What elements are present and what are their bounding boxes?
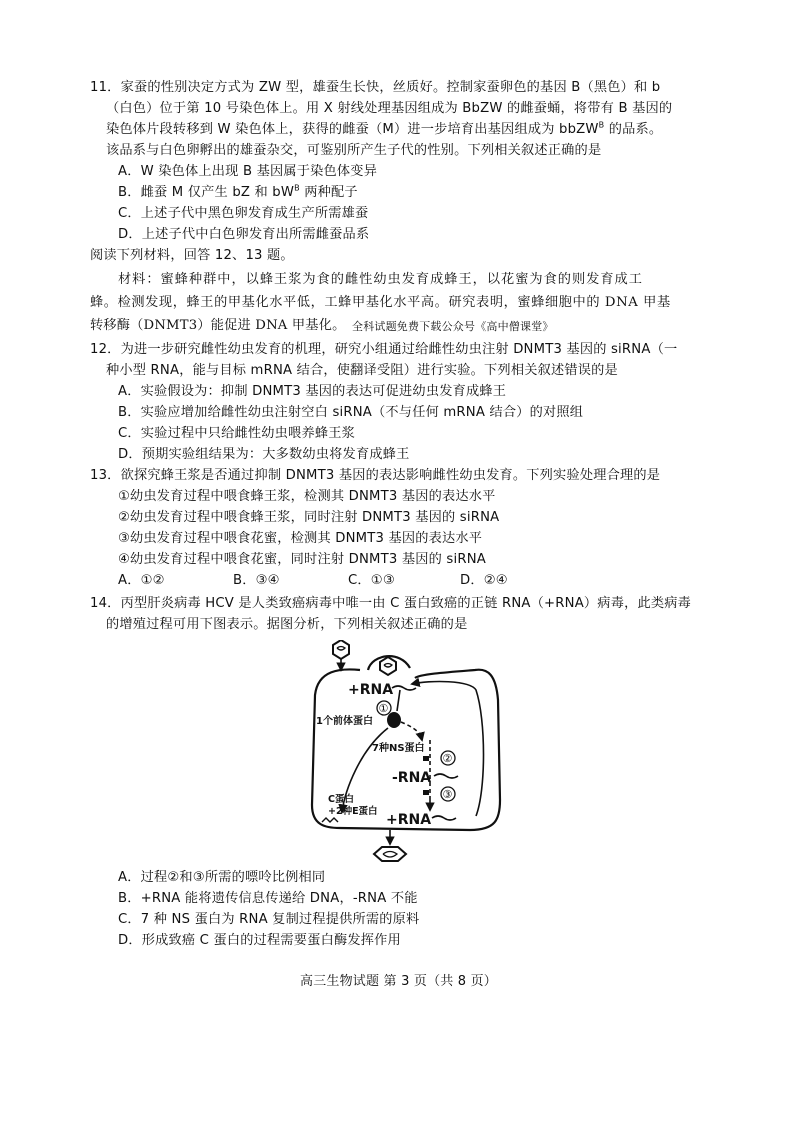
q12-stem-line-2: 种小型 RNA，能与目标 mRNA 结合，使翻译受阻）进行实验。下列相关叙述错误的是 [106, 363, 618, 378]
q11-option-b-end: 两种配子 [299, 185, 358, 200]
ns-cleavage-arrow [401, 722, 422, 740]
precursor-protein-label: 1个前体蛋白 [316, 716, 373, 727]
q11-line3-superscript: B [598, 120, 605, 130]
q13-option-d: D．②④ [460, 573, 508, 588]
plus-rna-top-label: +RNA [348, 682, 394, 698]
q11-stem-line-2: （白色）位于第 10 号染色体上。用 X 射线处理基因组成为 BbZW 的雌蚕蛹，将带有 B 基因的 [106, 101, 673, 116]
q11-option-d: D．上述子代中白色卵发育出所需雌蚕品系 [118, 227, 370, 242]
q13-choice-2: ②幼虫发育过程中喂食蜂王浆，同时注射 DNMT3 基因的 siRNA [118, 510, 500, 525]
ribosome-icon [387, 712, 401, 728]
q12-stem-line-1: 12．为进一步研究雌性幼虫发育的机理，研究小组通过给雌性幼虫注射 DNMT3 基因的 siRNA（一 [90, 342, 678, 357]
entering-virus-icon [333, 640, 349, 670]
material-line-2: 蜂。检测发现，蜂王的甲基化水平低，工蜂甲基化水平高。研究表明，蜜蜂细胞中的 DNA 甲基 [90, 295, 671, 310]
q12-option-c: C．实验过程中只给雌性幼虫喂养蜂王浆 [118, 426, 355, 441]
material-line-3: 转移酶（DNMT3）能促进 DNA 甲基化。 [90, 318, 346, 333]
ns-protein-label: 7种NS蛋白 [372, 743, 425, 754]
q12-option-b: B．实验应增加给雌性幼虫注射空白 siRNA（不与任何 mRNA 结合）的对照组 [118, 405, 584, 420]
step-1-label: ① [378, 702, 389, 715]
q11-option-b [118, 183, 358, 203]
q13-choice-3: ③幼虫发育过程中喂食花蜜，检测其 DNMT3 基因的表达水平 [118, 531, 483, 546]
q14-option-b: B．+RNA 能将遗传信息传递给 DNA，-RNA 不能 [118, 891, 418, 906]
q13-option-b: B．③④ [233, 573, 280, 588]
q11-line3-text: 染色体片段转移到 W 染色体上，获得的雌蚕（M）进一步培育出基因组成为 bbZW [106, 122, 599, 137]
q11-stem-line-1: 11．家蚕的性别决定方式为 ZW 型，雄蚕生长快，丝质好。控制家蚕卵色的基因 B（黑色）和 b [90, 80, 661, 95]
minus-rna-label: -RNA [392, 770, 432, 786]
q11-stem-line-4: 该品系与白色卵孵出的雄蚕杂交，可鉴别所产生子代的性别。下列相关叙述正确的是 [106, 143, 602, 158]
plus-rna-bottom-label: +RNA [386, 812, 432, 828]
minus-rna-strand [434, 774, 458, 778]
e-protein-label: +2种E蛋白 [328, 806, 378, 817]
q11-option-b-text: B．雌蚕 M 仅产生 bZ 和 bW [118, 185, 295, 200]
q13-choice-1: ①幼虫发育过程中喂食蜂王浆，检测其 DNMT3 基因的表达水平 [118, 489, 496, 504]
plus-rna-top-strand [392, 686, 416, 690]
plus-rna-bottom-strand [432, 816, 456, 820]
page-footer: 高三生物试题 第 3 页（共 8 页） [300, 974, 498, 989]
q13-choice-4: ④幼虫发育过程中喂食花蜜，同时注射 DNMT3 基因的 siRNA [118, 552, 486, 567]
q14-option-d: D．形成致癌 C 蛋白的过程需要蛋白酶发挥作用 [118, 933, 401, 948]
q11-line3-end: 的品系。 [604, 122, 663, 137]
ns-protein-marker-1 [423, 756, 429, 761]
q14-option-c: C．7 种 NS 蛋白为 RNA 复制过程提供所需的原料 [118, 912, 420, 927]
released-virus-icon [374, 847, 406, 861]
q14-stem-line-1: 14．丙型肝炎病毒 HCV 是人类致癌病毒中唯一由 C 蛋白致癌的正链 RNA（+RNA）病毒，此类病毒 [90, 596, 692, 611]
q13-option-c: C．①③ [348, 573, 395, 588]
ns-protein-marker-2 [423, 790, 429, 795]
reading-intro: 阅读下列材料，回答 12、13 题。 [90, 248, 294, 263]
q11-stem-line-3 [106, 120, 662, 140]
translation-arrow [397, 690, 400, 711]
c-protein-label: C蛋白 [328, 794, 354, 805]
q11-option-b-superscript: B [294, 183, 300, 193]
material-line-1: 材料：蜜蜂种群中，以蜂王浆为食的雌性幼虫发育成蜂王，以花蜜为食的则发育成工 [118, 272, 643, 287]
q13-stem: 13．欲探究蜂王浆是否通过抑制 DNMT3 基因的表达影响雌性幼虫发育。下列实验处理合理的是 [90, 468, 661, 483]
q14-option-a: A．过程②和③所需的嘌呤比例相同 [118, 870, 326, 885]
hcv-replication-diagram [300, 640, 510, 865]
step-3-label: ③ [442, 788, 453, 801]
q11-option-c: C．上述子代中黑色卵发育成生产所需雄蚕 [118, 206, 369, 221]
uncoating-virus-icon [368, 656, 410, 675]
q11-option-a: A．W 染色体上出现 B 基因属于染色体变异 [118, 164, 378, 179]
q12-option-d: D．预期实验组结果为：大多数幼虫将发育成蜂王 [118, 447, 410, 462]
watermark-text: 全科试题免费下载公众号《高中僧课堂》 [352, 320, 554, 333]
q13-option-a: A．①② [118, 573, 165, 588]
q12-option-a: A．实验假设为：抑制 DNMT3 基因的表达可促进幼虫发育成蜂王 [118, 384, 507, 399]
q14-stem-line-2: 的增殖过程可用下图表示。据图分析，下列相关叙述正确的是 [106, 617, 468, 632]
step-2-label: ② [442, 752, 453, 765]
capsid-protein-icon [322, 818, 338, 822]
